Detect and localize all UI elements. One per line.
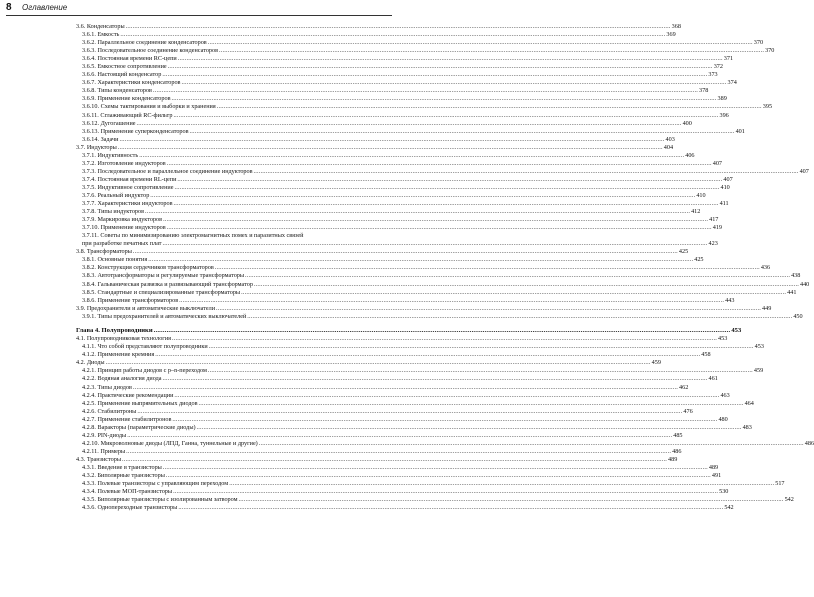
- toc-page-number: 491: [711, 472, 722, 480]
- toc-leader-dots: [155, 351, 700, 359]
- toc-entry-title: 3.8.2. Конструкция сердечников трансформаторов: [82, 264, 214, 272]
- toc-entry: [76, 431, 683, 440]
- toc-page-number: 374: [727, 79, 737, 87]
- toc-entry: [76, 23, 681, 31]
- toc-leader-dots: [163, 216, 708, 224]
- toc-entry-title: 3.7.3. Последовательное и параллельное соединение индукторов: [82, 167, 253, 175]
- toc-entry: [76, 496, 794, 504]
- toc-entry-title: 3.8. Трансформаторы: [76, 248, 132, 256]
- toc-entry: [76, 103, 773, 111]
- toc-entry: [76, 351, 711, 359]
- toc-page-number: 403: [665, 135, 675, 143]
- toc-entry: [76, 79, 737, 87]
- toc-page-number: 462: [679, 383, 689, 391]
- toc-leader-dots: [119, 136, 664, 144]
- toc-leader-dots: [229, 480, 774, 488]
- toc-page-number: 425: [678, 248, 689, 256]
- toc-leader-dots: [177, 176, 722, 184]
- toc-leader-dots: [126, 23, 671, 31]
- toc-entry-title: 3.6.7. Характеристики конденсаторов: [82, 79, 181, 87]
- toc-page-number: 485: [673, 431, 683, 439]
- toc-entry: [76, 312, 803, 321]
- toc-entry-title: 3.6.14. Задачи: [82, 135, 119, 143]
- toc-page-number: 423: [708, 240, 718, 248]
- toc-leader-dots: [166, 472, 711, 480]
- toc-entry: [76, 383, 689, 392]
- toc-page-number: 459: [753, 367, 764, 375]
- toc-entry: [76, 95, 727, 103]
- toc-entry: [76, 111, 729, 120]
- toc-leader-dots: [181, 79, 726, 87]
- toc-page-number: 438: [791, 272, 801, 280]
- toc-entry-title: 3.7.11. Советы по минимизированию электромагнитных помех и паразитных связей: [82, 232, 304, 240]
- toc-entry-title: 3.7.2. Изготовление индукторов: [82, 159, 166, 167]
- toc-entry: [76, 127, 745, 136]
- toc-leader-dots: [122, 456, 667, 464]
- toc-entry-title: 3.7.9. Маркировка индукторов: [82, 216, 163, 224]
- toc-entry: [76, 415, 728, 424]
- toc-leader-dots: [209, 343, 754, 351]
- toc-entry-title: 4.3.4. Полевые МОП-транзисторы: [82, 488, 173, 496]
- toc-entry-title: 3.6.3. Последовательное соединение конденсаторов: [82, 47, 219, 55]
- toc-leader-dots: [239, 496, 784, 504]
- toc-entry-title: 4.1.1. Что собой представляют полупроводники: [82, 343, 208, 351]
- toc-leader-dots: [162, 71, 707, 79]
- toc-page-number: 461: [708, 375, 718, 383]
- toc-leader-dots: [215, 264, 760, 272]
- toc-entry-title: Глава 4. Полупроводники: [76, 326, 153, 334]
- toc-entry: [76, 264, 771, 272]
- toc-entry: [76, 151, 695, 160]
- toc-entry-title: 4.2. Диоды: [76, 359, 105, 367]
- toc-entry: [76, 135, 675, 144]
- toc-entry-title: 3.6.1. Емкость: [82, 31, 120, 39]
- toc-entry-title: 3.7.6. Реальный индуктор: [82, 191, 150, 199]
- toc-entry: [76, 31, 676, 39]
- toc-entry: [76, 304, 772, 313]
- toc-page-number: 378: [699, 87, 709, 95]
- toc-entry-title: 4.2.3. Типы диодов: [82, 383, 132, 391]
- running-title: Оглавление: [22, 3, 68, 12]
- toc-page-number: 369: [666, 31, 676, 39]
- toc-entry: [76, 87, 709, 95]
- toc-page-number: 450: [793, 312, 803, 320]
- toc-entry: [76, 71, 718, 79]
- toc-entry: [76, 159, 723, 168]
- toc-leader-dots: [163, 464, 708, 472]
- toc-leader-dots: [254, 168, 799, 176]
- toc-leader-dots: [197, 424, 742, 432]
- toc-entry: [76, 359, 661, 367]
- toc-page-number: 425: [694, 256, 704, 264]
- toc-leader-dots: [199, 400, 744, 408]
- toc-leader-dots: [208, 39, 753, 47]
- toc-leader-dots: [133, 248, 678, 256]
- toc-entry: [76, 439, 814, 448]
- toc-entry: [76, 480, 785, 488]
- toc-entry: [76, 488, 729, 496]
- toc-entry-title: 4.2.11. Примеры: [82, 447, 126, 455]
- toc-entry: [76, 280, 810, 289]
- toc-entry-title: 4.1.2. Применение кремния: [82, 351, 155, 359]
- toc-leader-dots: [172, 335, 717, 343]
- toc-entry: [76, 232, 390, 240]
- toc-leader-dots: [254, 281, 799, 289]
- toc-entry-title: 4.3.6. Однопереходные транзисторы: [82, 504, 178, 512]
- toc-leader-dots: [247, 313, 792, 321]
- toc-entry-title: 3.6. Конденсаторы: [76, 23, 125, 30]
- toc-entry-title: 4.2.6. Стабилитроны: [82, 407, 137, 415]
- toc-entry-title: 3.7.8. Типы индукторов: [82, 208, 145, 216]
- toc-page-number: 395: [762, 103, 773, 111]
- toc-leader-dots: [163, 375, 708, 383]
- toc-entry-title: 4.2.1. Принцип работы диодов с p–n-переходом: [82, 367, 207, 375]
- toc-entry-title: 3.6.12. Дугогашение: [82, 119, 136, 127]
- toc-entry-title: 4.2.9. PIN-диоды: [82, 431, 127, 439]
- toc-leader-dots: [127, 432, 672, 440]
- toc-leader-dots: [120, 31, 665, 39]
- toc-entry-title: 3.6.9. Применение конденсаторов: [82, 95, 171, 103]
- toc-entry: [76, 240, 718, 248]
- toc-page-number: 464: [744, 399, 754, 407]
- toc-page-number: 458: [701, 351, 711, 359]
- toc-page-number: 370: [753, 39, 764, 47]
- toc-page-number: 410: [720, 183, 730, 191]
- toc-entry: [76, 407, 693, 416]
- toc-page-number: 370: [765, 47, 775, 55]
- toc-entry-title: 3.6.5. Емкостное сопротивление: [82, 63, 167, 71]
- toc-chapter-entry: [76, 326, 742, 336]
- toc-page-number: 436: [760, 264, 771, 272]
- toc-page-number: 463: [720, 391, 730, 399]
- toc-leader-dots: [137, 408, 682, 416]
- toc-entry: [76, 375, 718, 383]
- toc-leader-dots: [174, 200, 719, 208]
- toc-entry: [76, 399, 754, 408]
- toc-entry: [76, 288, 797, 297]
- toc-entry-title: 3.6.10. Схемы тактирования и выборки и хранения: [82, 103, 216, 111]
- toc-page-number: 530: [719, 488, 729, 496]
- toc-page-number: 406: [685, 151, 695, 159]
- toc-entry-title: 3.7.7. Характеристики индукторов: [82, 200, 173, 208]
- toc-page-number: 407: [799, 167, 809, 175]
- toc-page-number: 483: [742, 423, 752, 431]
- toc-page-number: 480: [718, 415, 728, 423]
- toc-leader-dots: [172, 95, 717, 103]
- toc-leader-dots: [167, 160, 712, 168]
- toc-entry-title: 3.9. Предохранители и автоматические выключатели: [76, 304, 216, 312]
- toc-entry: [76, 224, 722, 232]
- table-of-contents: [76, 23, 814, 512]
- toc-entry: [76, 119, 692, 128]
- toc-leader-dots: [154, 327, 731, 336]
- toc-leader-dots: [219, 47, 764, 55]
- toc-page-number: 476: [683, 407, 693, 415]
- toc-entry-title: 3.7.1. Индуктивность: [82, 151, 139, 159]
- toc-entry: [76, 200, 729, 208]
- toc-entry: [76, 447, 682, 456]
- toc-entry-title: 3.6.11. Сглаживающий RC-фильтр: [82, 111, 173, 119]
- toc-page-number: 407: [712, 159, 723, 167]
- toc-entry: [76, 455, 678, 464]
- toc-page-number: 441: [787, 288, 797, 296]
- toc-leader-dots: [118, 144, 663, 152]
- toc-page-number: 368: [671, 23, 681, 30]
- toc-entry-title: при разработке печатных плат: [82, 240, 162, 248]
- toc-page-number: 542: [724, 504, 734, 512]
- toc-entry-title: 4.2.4. Практические рекомендации: [82, 391, 174, 399]
- toc-entry: [76, 191, 706, 200]
- toc-leader-dots: [178, 504, 723, 512]
- toc-entry: [76, 463, 719, 472]
- toc-entry-title: 3.7.5. Индуктивное сопротивление: [82, 183, 174, 191]
- toc-entry: [76, 47, 775, 55]
- toc-entry-title: 4.2.2. Водяная аналогия диода: [82, 375, 162, 383]
- page-number: 8: [6, 2, 12, 13]
- toc-leader-dots: [179, 297, 724, 305]
- toc-page-number: 373: [708, 71, 718, 79]
- toc-leader-dots: [174, 184, 719, 192]
- toc-entry: [76, 335, 728, 343]
- toc-leader-dots: [241, 289, 786, 297]
- toc-entry-title: 4.3.3. Полевые транзисторы с управляющим переходом: [82, 480, 229, 488]
- toc-page-number: 401: [735, 127, 745, 135]
- toc-entry: [76, 216, 719, 224]
- toc-entry-title: 4.2.5. Применение выпрямительных диодов: [82, 399, 198, 407]
- toc-entry-title: 3.6.13. Применение суперконденсаторов: [82, 127, 189, 135]
- toc-page-number: 371: [723, 55, 734, 63]
- toc-entry: [76, 391, 730, 400]
- toc-entry: [76, 272, 801, 280]
- toc-leader-dots: [172, 416, 717, 424]
- toc-entry-title: 3.8.1. Основные понятия: [82, 256, 148, 264]
- toc-leader-dots: [208, 367, 753, 375]
- toc-entry-title: 3.7.4. Постоянная времени RL-цепи: [82, 175, 177, 183]
- toc-page-number: 489: [668, 455, 678, 463]
- toc-leader-dots: [217, 103, 762, 111]
- toc-page-number: 443: [725, 296, 735, 304]
- toc-page-number: 459: [651, 359, 661, 367]
- toc-leader-dots: [245, 272, 790, 280]
- toc-page-number: 440: [799, 280, 810, 288]
- toc-entry: [76, 55, 734, 63]
- toc-leader-dots: [137, 120, 682, 128]
- toc-entry-title: 4.1. Полупроводниковая технология: [76, 335, 171, 343]
- toc-page-number: 453: [718, 335, 728, 343]
- toc-leader-dots: [145, 208, 690, 216]
- toc-entry: [76, 423, 752, 432]
- toc-entry: [76, 504, 734, 512]
- toc-leader-dots: [106, 359, 651, 367]
- toc-entry: [76, 208, 701, 216]
- toc-entry: [76, 63, 723, 71]
- toc-leader-dots: [126, 448, 671, 456]
- toc-leader-dots: [178, 55, 723, 63]
- toc-entry-title: 3.7.10. Применение индукторов: [82, 224, 166, 232]
- toc-page-number: 453: [731, 326, 742, 334]
- toc-page-number: 486: [672, 447, 682, 455]
- toc-entry: [76, 183, 730, 192]
- toc-entry-title: 4.2.8. Варакторы (параметрические диоды): [82, 423, 196, 431]
- toc-page-number: 542: [784, 496, 794, 504]
- page-header: [6, 3, 392, 16]
- toc-page-number: 449: [762, 304, 772, 312]
- toc-entry-title: 4.3.2. Биполярные транзисторы: [82, 472, 165, 480]
- toc-entry-title: 3.6.6. Настоящий конденсатор: [82, 71, 162, 79]
- toc-page-number: 372: [713, 63, 723, 71]
- toc-entry-title: 3.8.3. Автотрансформаторы и регулируемые трансформаторы: [82, 272, 245, 280]
- toc-leader-dots: [173, 112, 718, 120]
- toc-entry-title: 3.7. Индукторы: [76, 143, 117, 151]
- toc-page-number: 400: [682, 119, 692, 127]
- toc-entry: [76, 167, 809, 176]
- toc-leader-dots: [153, 87, 698, 95]
- toc-entry-title: 4.3.1. Введение в транзисторы: [82, 463, 162, 471]
- toc-leader-dots: [133, 384, 678, 392]
- toc-entry-title: 3.8.6. Применение трансформаторов: [82, 296, 179, 304]
- toc-entry: [76, 143, 674, 152]
- toc-page-number: 486: [804, 439, 814, 447]
- toc-leader-dots: [139, 152, 684, 160]
- toc-entry-title: 4.2.10. Микроволновые диоды (ЛПД, Ганна, туннельные и другие): [82, 439, 258, 447]
- toc-leader-dots: [174, 392, 719, 400]
- toc-entry: [76, 367, 764, 375]
- toc-leader-dots: [168, 63, 713, 71]
- toc-page-number: 417: [709, 216, 719, 224]
- toc-entry: [76, 472, 722, 480]
- toc-entry-title: 4.3.5. Биполярные транзисторы с изолированным затвором: [82, 496, 238, 504]
- toc-page-number: 419: [712, 224, 722, 232]
- toc-leader-dots: [167, 224, 712, 232]
- toc-leader-dots: [216, 305, 761, 313]
- toc-entry: [76, 248, 689, 256]
- toc-entry: [76, 39, 764, 47]
- toc-entry-title: 4.3. Транзисторы: [76, 455, 121, 463]
- toc-leader-dots: [190, 128, 735, 136]
- toc-page-number: 396: [719, 111, 729, 119]
- toc-page-number: 412: [691, 208, 701, 216]
- toc-page-number: 404: [663, 143, 674, 151]
- toc-entry: [76, 343, 764, 351]
- toc-entry-title: 3.6.4. Постоянная времени RC-цепи: [82, 55, 177, 63]
- toc-page-number: 517: [775, 480, 785, 488]
- toc-entry: [76, 175, 733, 184]
- toc-leader-dots: [173, 488, 718, 496]
- toc-entry-title: 3.6.2. Параллельное соединение конденсаторов: [82, 39, 207, 47]
- toc-leader-dots: [163, 240, 708, 248]
- toc-entry-title: 3.6.8. Типы конденсаторов: [82, 87, 152, 95]
- toc-page-number: 489: [708, 463, 719, 471]
- toc-entry-title: 3.8.5. Стандартные и специализированные трансформаторы: [82, 288, 241, 296]
- toc-entry-title: 3.9.1. Типы предохранителей и автоматических выключателей: [82, 312, 247, 320]
- toc-entry: [76, 256, 704, 264]
- toc-leader-dots: [259, 440, 804, 448]
- toc-entry-title: 4.2.7. Применение стабилитронов: [82, 415, 172, 423]
- toc-page-number: 407: [723, 175, 733, 183]
- toc-page-number: 411: [719, 200, 729, 208]
- toc-entry: [76, 296, 735, 305]
- toc-leader-dots: [148, 256, 693, 264]
- toc-page-number: 389: [717, 95, 727, 103]
- toc-entry-title: 3.8.4. Гальваническая развязка и развязывающий трансформатор: [82, 280, 253, 288]
- toc-page-number: 453: [754, 343, 764, 351]
- toc-page-number: 410: [696, 191, 706, 199]
- toc-leader-dots: [150, 192, 695, 200]
